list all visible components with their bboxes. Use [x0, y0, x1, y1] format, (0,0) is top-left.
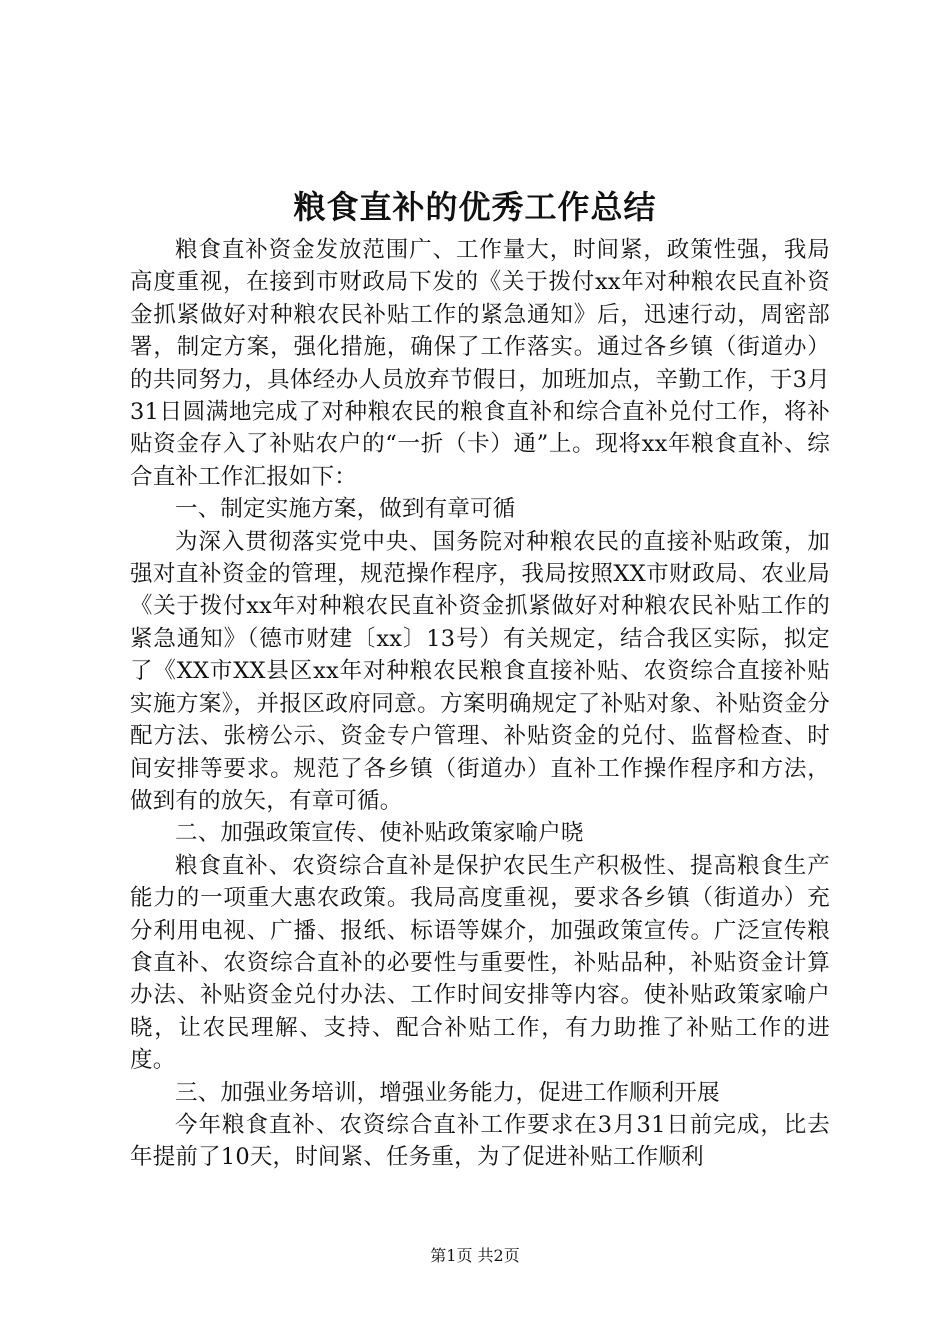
section-2-paragraph: 粮食直补、农资综合直补是保护农民生产积极性、提高粮食生产能力的一项重大惠农政策。我局高度重视，要求各乡镇（街道办）充分利用电视、广播、报纸、标语等媒介，加强政策宣传。广泛宣传粮食直补、农资综合直补的必要性与重要性，补贴品种，补贴资金计算办法、补贴资金兑付办法、工作时间安排等内容。使补贴政策家喻户晓，让农民理解、支持、配合补贴工作，有力助推了补贴工作的进度。	[130, 852, 830, 1074]
intro-paragraph: 粮食直补资金发放范围广、工作量大，时间紧，政策性强，我局高度重视，在接到市财政局下发的《关于拨付xx年对种粮农民直补资金抓紧做好对种粮农民补贴工作的紧急通知》后，迅速行动，周密部署，制定方案，强化措施，确保了工作落实。通过各乡镇（街道办）的共同努力，具体经办人员放弃节假日，加班加点，辛勤工作，于3月31日圆满地完成了对种粮农民的粮食直补和综合直补兑付工作，将补贴资金存入了补贴农户的“一折（卡）通”上。现将xx年粮食直补、综合直补工作汇报如下：	[130, 237, 830, 490]
section-3-heading: 三、加强业务培训，增强业务能力，促进工作顺利开展	[175, 1079, 720, 1106]
section-1-heading: 一、制定实施方案，做到有章可循	[175, 496, 516, 523]
document-body	[130, 234, 830, 1174]
section-2-heading: 二、加强政策宣传、使补贴政策家喻户晓	[175, 820, 584, 847]
section-3-paragraph: 今年粮食直补、农资综合直补工作要求在3月31日前完成，比去年提前了10天，时间紧、任务重，为了促进补贴工作顺利	[130, 1111, 830, 1171]
page-footer: 第1页 共2页	[430, 1246, 520, 1265]
document-title: 粮食直补的优秀工作总结	[293, 188, 657, 226]
section-1-paragraph: 为深入贯彻落实党中央、国务院对种粮农民的直接补贴政策，加强对直补资金的管理，规范操作程序，我局按照XX市财政局、农业局《关于拨付xx年对种粮农民直补资金抓紧做好对种粮农民补贴工作的紧急通知》（德市财建〔xx〕13号）有关规定，结合我区实际，拟定了《XX市XX县区xx年对种粮农民粮食直接补贴、农资综合直接补贴实施方案》，并报区政府同意。方案明确规定了补贴对象、补贴资金分配方法、张榜公示、资金专户管理、补贴资金的兑付、监督检查、时间安排等要求。规范了各乡镇（街道办）直补工作操作程序和方法，做到有的放矢，有章可循。	[130, 528, 830, 814]
